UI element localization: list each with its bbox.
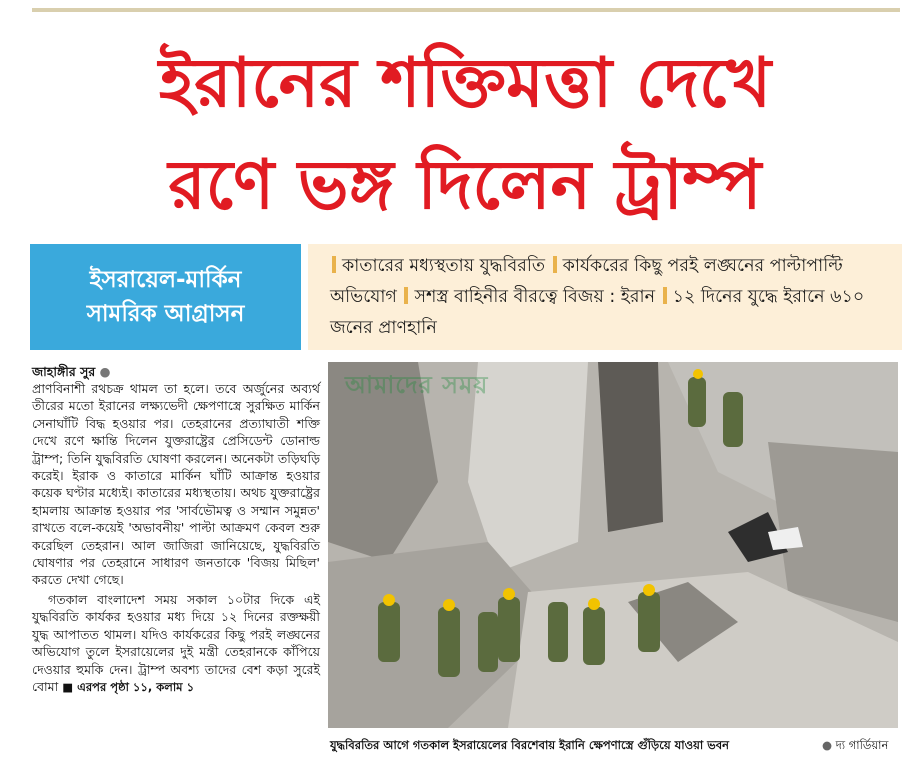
- body-paragraph-2-text: গতকাল বাংলাদেশ সময় সকাল ১০টার দিকে এই যুদ্ধবিরতি কার্যকর হওয়ার মধ্য দিয়ে ১২ দিনের রক্তক্ষয়ী যুদ্ধ আপাতত থামল। যদিও কার্যকরের কিছু পরই লঙ্ঘনের অভিযোগ তুলে ইসরায়েলের দুই মন্ত্রী তেহরানকে কাঁপিয়ে দেওয়ার হুমকি দেন। ট্রাম্প অবশ্য তাদের বেশ কড়া সুরেই বোমা: [32, 591, 320, 694]
- subhead-1: কাতারের মধ্যস্থতায় যুদ্ধবিরতি: [342, 256, 546, 276]
- rubble-scene-illustration: [328, 362, 898, 728]
- section-label-line-2: সামরিক আগ্রাসন: [86, 301, 245, 327]
- byline-dot-icon: ●: [99, 364, 111, 379]
- subheads-box: [308, 244, 902, 350]
- subhead-4: ১২ দিনের যুদ্ধে ইরানে ৬১০ জনের প্রাণহানি: [330, 287, 865, 338]
- continued-on-link[interactable]: ■ এরপর পৃষ্ঠা ১১, কলাম ১: [62, 679, 195, 694]
- subhead-3: সশস্ত্র বাহিনীর বীরত্বে বিজয় : ইরান: [414, 287, 656, 307]
- subhead-marker: [663, 287, 667, 304]
- section-label-box: [30, 244, 301, 350]
- subhead-2: কার্যকরের কিছু পরই লঙ্ঘনের পাল্টাপাল্টি অভিযোগ: [330, 256, 843, 307]
- credit-dot-icon: ●: [822, 738, 833, 752]
- top-rule: [32, 8, 900, 12]
- headline-line-2: রণে ভঙ্গ দিলেন ট্রাম্প: [168, 146, 762, 225]
- photo-watermark-logo: আমাদের সময়: [345, 371, 489, 399]
- author-name: জাহাঙ্গীর সুর: [32, 364, 96, 379]
- photo-credit-text: দ্য গার্ডিয়ান: [835, 738, 889, 752]
- body-paragraph-2: [32, 591, 320, 696]
- news-photo: [328, 362, 898, 728]
- headline-line-1: ইরানের শক্তিমত্তা দেখে: [158, 44, 772, 123]
- subhead-marker: [404, 287, 408, 304]
- photo-credit: [822, 737, 888, 756]
- photo-caption: যুদ্ধবিরতির আগে গতকাল ইসরায়েলের বিরশেবায় ইরানি ক্ষেপণাস্ত্রে গুঁড়িয়ে যাওয়া ভবন: [330, 738, 730, 752]
- section-label-line-1: ইসরায়েল-মার্কিন: [89, 267, 242, 293]
- article-body: [32, 380, 320, 696]
- subhead-marker: [553, 256, 557, 273]
- body-paragraph-1: প্রাণবিনাশী রথচক্র থামল তা হলে। তবে অর্জুনের অব্যর্থ তীরের মতো ইরানের লক্ষ্যভেদী ক্ষেপণাস্ত্রে সুরক্ষিত মার্কিন সেনাঘাঁটি বিদ্ধ হওয়ার পর। তেহরানের প্রত্যাঘাতী শক্তি দেখে রণে ক্ষান্তি দিলেন যুক্তরাষ্ট্রের প্রেসিডেন্ট ডোনাল্ড ট্রাম্প; তিনি যুদ্ধবিরতি ঘোষণা করলেন। অনেকটা তড়িঘড়ি করেই। ইরাক ও কাতারে মার্কিন ঘাঁটি আক্রান্ত হওয়ার কয়েক ঘণ্টার মধ্যেই। কাতারের মধ্যস্থতায়। অথচ যুক্তরাষ্ট্রের হামলায় আক্রান্ত হওয়ার পর 'সার্বভৌমত্ব ও সম্মান সমুন্নত' রাখতে বলে-কয়েই 'অভাবনীয়' পাল্টা আক্রমণ কেবল শুরু করেছিল তেহরান। আল জাজিরা জানিয়েছে, যুদ্ধবিরতি ঘোষণার পর তেহরানে সাধারণ জনতাকে 'বিজয় মিছিল' করতে দেখা গেছে।: [32, 381, 320, 588]
- subhead-marker: [332, 256, 336, 273]
